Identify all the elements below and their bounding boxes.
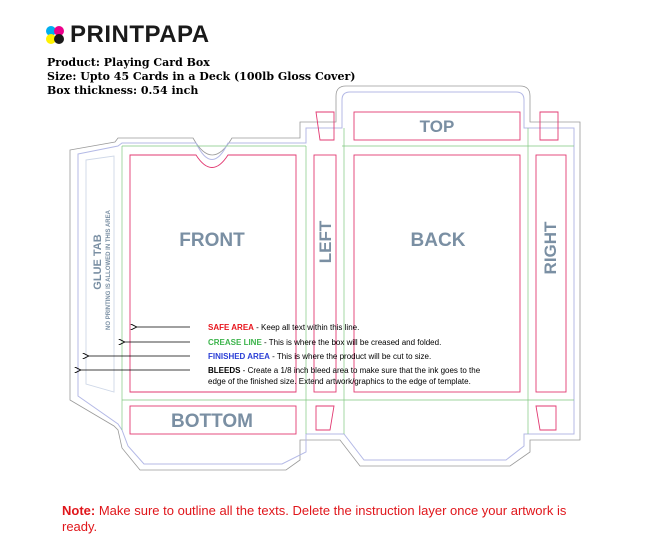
box-thickness: Box thickness: 0.54 inch: [47, 84, 199, 97]
cut-outline: [78, 92, 574, 464]
panel-label-left: LEFT: [316, 220, 335, 264]
panel-label-top: TOP: [419, 117, 455, 136]
instruction-note: [62, 503, 602, 535]
legend-bleeds: BLEEDS - Create a 1/8 inch bleed area to make sure that the ink goes to the: [208, 366, 481, 375]
panel-label-bottom: BOTTOM: [171, 411, 253, 432]
legend-arrows: [80, 327, 190, 370]
panel-label-right: RIGHT: [541, 221, 560, 275]
legend-safe: SAFE AREA - Keep all text within this line.: [208, 323, 360, 332]
note-key: Note:: [62, 503, 96, 518]
legend-finished: FINISHED AREA - This is where the product will be cut to size.: [208, 352, 432, 361]
panel-label-back: BACK: [410, 230, 466, 251]
legend-crease: CREASE LINE - This is where the box will be creased and folded.: [208, 338, 442, 347]
product-name: Product: Playing Card Box: [47, 56, 210, 69]
crease-lines: [122, 128, 574, 434]
legend-bleeds-line2: edge of the finished size. Extend artwork/graphics to the edge of template.: [208, 377, 471, 386]
panel-label-front: FRONT: [179, 230, 245, 251]
panel-label-glue-tab: GLUE TAB: [92, 234, 104, 290]
product-size: Size: Upto 45 Cards in a Deck (100lb Gloss Cover): [47, 70, 356, 83]
note-text: Make sure to outline all the texts. Delete the instruction layer once your artwork is ready.: [62, 503, 567, 534]
glue-tab-note: NO PRINTING IS ALLOWED IN THIS AREA: [106, 210, 112, 330]
logo-text: PRINTPAPA: [70, 21, 210, 48]
bleed-outline: [70, 86, 580, 470]
